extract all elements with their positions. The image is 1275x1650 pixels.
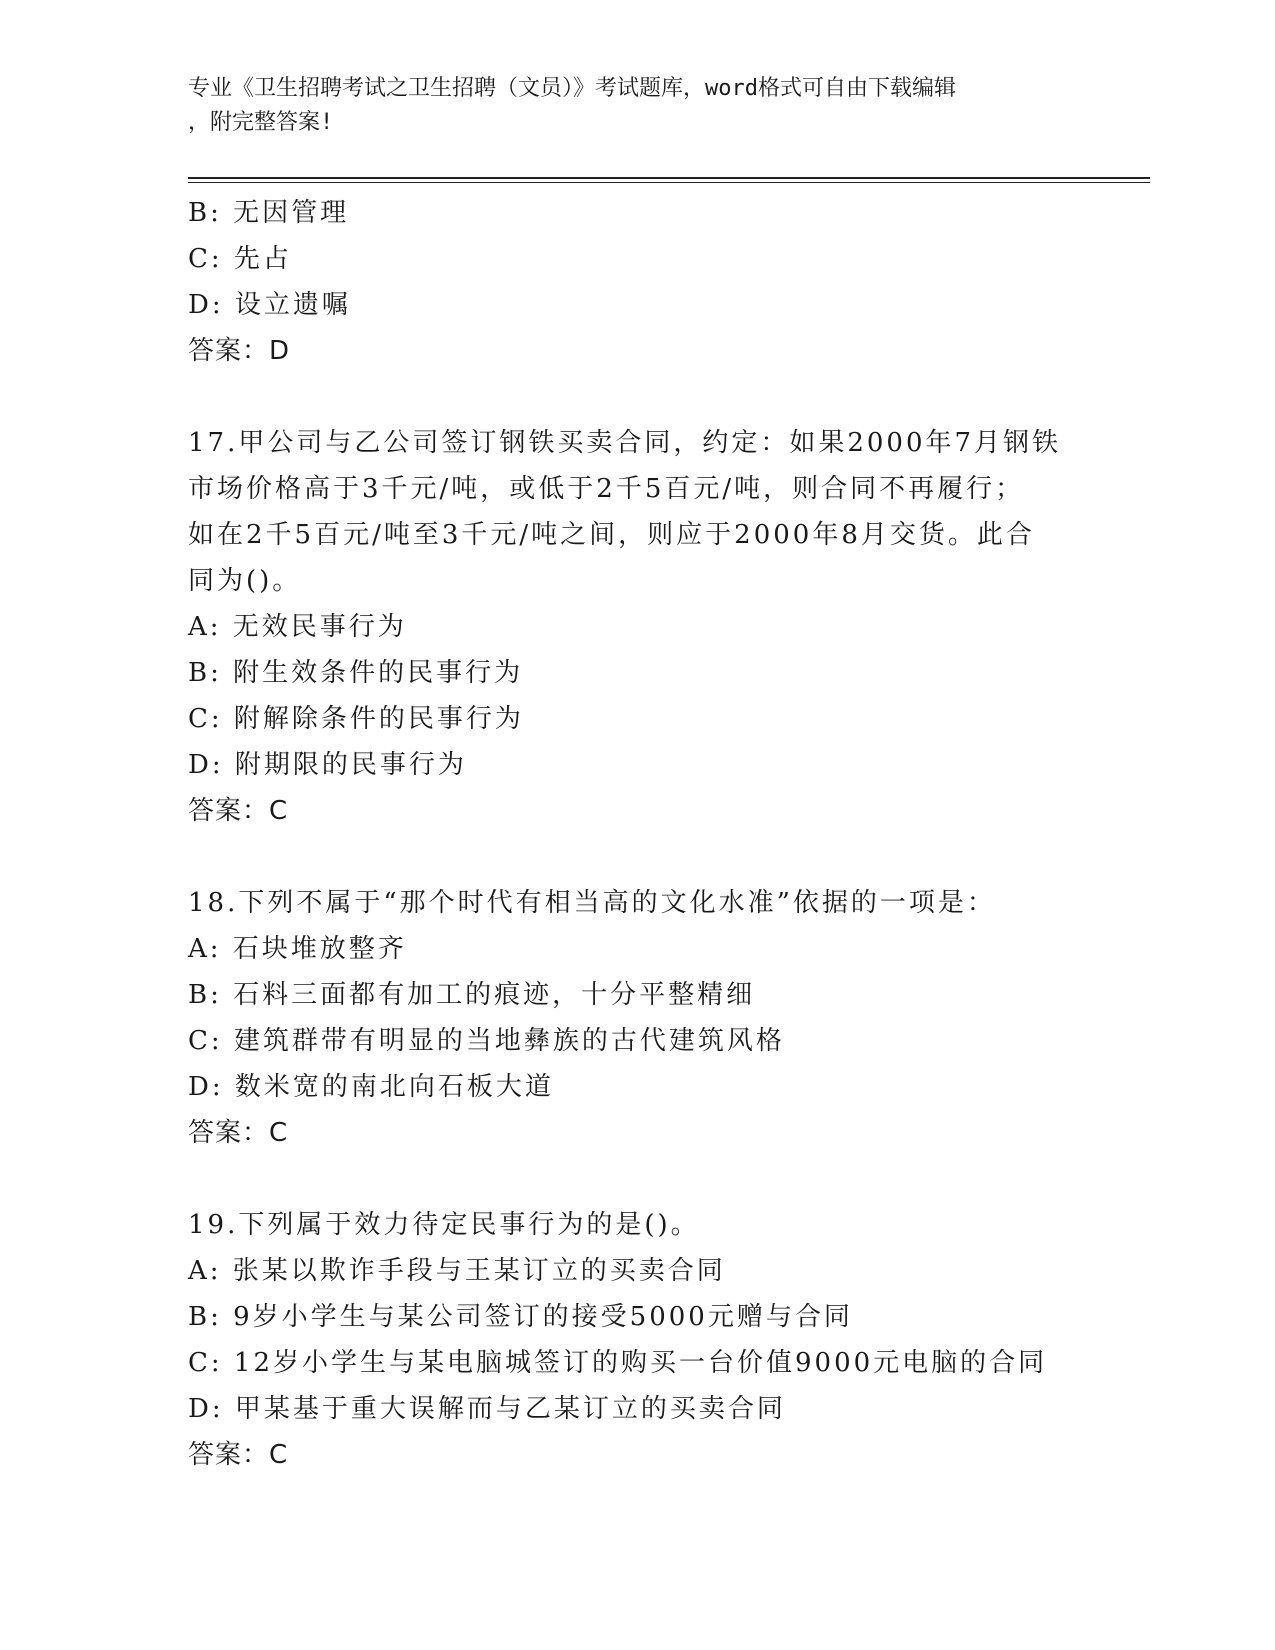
answer: 答案：C: [188, 796, 289, 826]
header-line-1: 专业《卫生招聘考试之卫生招聘（文员）》考试题库，word格式可自由下载编辑: [188, 76, 956, 101]
option-a: A: 石块堆放整齐: [188, 934, 407, 964]
option-a: A: 无效民事行为: [188, 612, 407, 642]
spacer: [188, 834, 1088, 880]
question-16: [188, 190, 1088, 374]
question-17: [188, 420, 1088, 834]
spacer: [188, 374, 1088, 420]
document-header: [188, 72, 1068, 140]
option-d: D: 设立遗嘱: [188, 290, 351, 320]
question-18: [188, 880, 1088, 1156]
option-c: C: 12岁小学生与某电脑城签订的购买一台价值9000元电脑的合同: [188, 1348, 1048, 1378]
question-19: [188, 1202, 1088, 1478]
option-b: B: 无因管理: [188, 198, 350, 228]
question-text-line-1: 17.甲公司与乙公司签订钢铁买卖合同，约定：如果2000年7月钢铁: [188, 428, 1062, 458]
option-b: B: 9岁小学生与某公司签订的接受5000元赠与合同: [188, 1302, 853, 1332]
question-content: [188, 190, 1088, 1478]
header-line-2: ，附完整答案!: [188, 110, 334, 135]
answer: 答案：C: [188, 1118, 289, 1148]
option-d: D: 甲某基于重大误解而与乙某订立的买卖合同: [188, 1394, 786, 1424]
option-c: C: 建筑群带有明显的当地彝族的古代建筑风格: [188, 1026, 785, 1056]
question-text-line-2: 市场价格高于3千元/吨，或低于2千5百元/吨，则合同不再履行；: [188, 474, 1025, 504]
option-c: C: 附解除条件的民事行为: [188, 704, 524, 734]
option-b: B: 附生效条件的民事行为: [188, 658, 524, 688]
question-text-line-4: 同为()。: [188, 566, 302, 596]
option-b: B: 石料三面都有加工的痕迹，十分平整精细: [188, 980, 756, 1010]
option-d: D: 附期限的民事行为: [188, 750, 467, 780]
question-text-line-3: 如在2千5百元/吨至3千元/吨之间，则应于2000年8月交货。此合: [188, 520, 1035, 550]
question-text-line-1: 18.下列不属于“那个时代有相当高的文化水准”依据的一项是：: [188, 888, 996, 918]
header-divider-bottom: [188, 182, 1150, 183]
option-c: C: 先占: [188, 244, 292, 274]
option-d: D: 数米宽的南北向石板大道: [188, 1072, 554, 1102]
header-divider-top: [188, 177, 1150, 179]
spacer: [188, 1156, 1088, 1202]
question-text-line-1: 19.下列属于效力待定民事行为的是()。: [188, 1210, 700, 1240]
answer: 答案：D: [188, 336, 291, 366]
answer: 答案：C: [188, 1440, 289, 1470]
option-a: A: 张某以欺诈手段与王某订立的买卖合同: [188, 1256, 726, 1286]
